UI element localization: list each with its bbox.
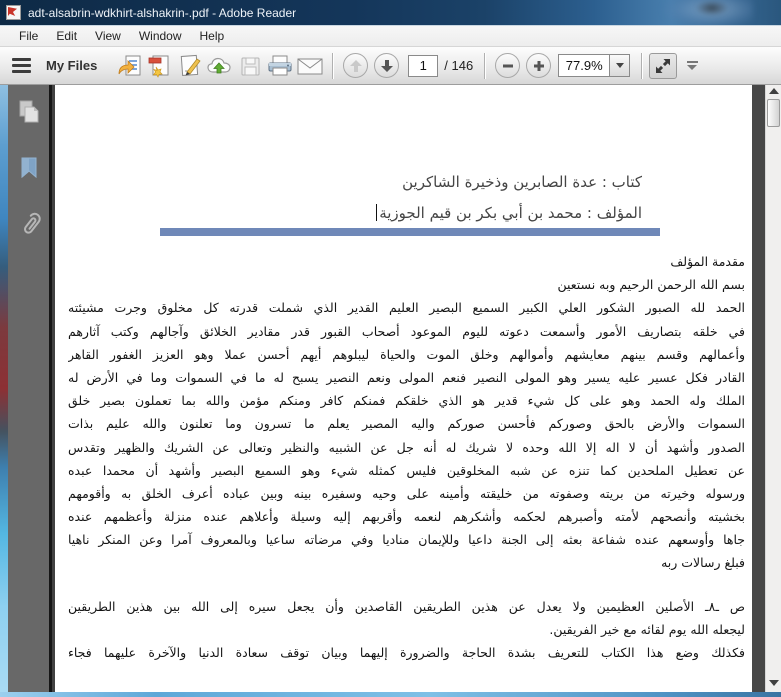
document-text-line: ليجعله الله يوم لقائه مع خير الفريقين. (549, 621, 745, 637)
document-text-line: القادر فكل عسير عليه يسير وهو المولى النصير فنعم المولى ونعم النصير يسبح له ما في السموات وما في الأرض له (68, 369, 745, 385)
page-number-input[interactable] (408, 55, 438, 77)
menu-item[interactable]: Help (199, 29, 225, 43)
cloud-upload-icon[interactable] (205, 51, 235, 81)
document-text-line: الملك وله الحمد وهو على كل شيء قدير هو الذي خلقكم فمنكم كافر ومنكم مؤمن والله بما تعملون بصير خلق (68, 393, 745, 409)
document-text-line: السموات والأرض بالحق وصوركم فأحسن صوركم واليه المصير يعلم ما تسرون وما تعلنون والله عليم بذات (68, 416, 745, 432)
zoom-out-icon[interactable] (495, 53, 520, 78)
vertical-scrollbar[interactable] (765, 85, 781, 692)
save-icon[interactable] (235, 51, 265, 81)
document-text-line: بسم الله الرحمن الرحيم وبه نستعين (557, 277, 745, 293)
scroll-down-icon[interactable] (769, 680, 779, 686)
fullscreen-icon[interactable] (649, 53, 677, 79)
menu-icon[interactable] (12, 53, 38, 79)
document-text-line: جاها وأوسعهم عنده شفاعة بعثه إلى الجنة داعيا وللإيمان مناديا وفي مرضاته ساعيا وبالمعروف آمرا وعن المنكر ناهيا (68, 532, 745, 548)
toolbar (0, 47, 781, 85)
document-text-line: ورسوله وخيرته من بريته وصفوته من خليقته وأمينه على وحيه وسفيره بينه وبين عباده أعرف الخلق به وأقومهم (68, 485, 745, 501)
heading-divider-bar (160, 228, 660, 236)
text-cursor (376, 204, 377, 221)
desktop-glass-reflection (695, 0, 729, 16)
page-content (55, 85, 752, 692)
share-file-icon[interactable] (115, 51, 145, 81)
document-text-line: بخشيته وأنصحهم لأمته وأصبرهم لحكمه وأشكرهم لنعمه وأقربهم إليه وسيلة وأعلاهم عنده منزلة وأعظمهم عنده (68, 509, 745, 525)
menu-item[interactable]: File (19, 29, 39, 43)
page-thumbnails-icon[interactable] (14, 97, 44, 127)
bookmarks-icon[interactable] (14, 153, 44, 183)
page-count-label: / 146 (444, 58, 474, 73)
menu-item[interactable]: Window (138, 29, 182, 43)
print-icon[interactable] (265, 51, 295, 81)
book-title-line: كتاب : عدة الصابرين وذخيرة الشاكرين (402, 173, 642, 191)
document-text-line: وأعمالهم وقسم بينهم معايشهم وأموالهم وخلق الموت والحياة ليبلوهم أيهم أحسن عملا وهو العزيز الغفور القاهر (68, 346, 745, 362)
menu-bar (0, 25, 781, 47)
pasteboard-gap (752, 85, 765, 692)
document-text-line: فكذلك وضع هذا الكتاب للتعريف بشدة الحاجة والضرورة إليهما وبيان توقف سعادة الدنيا والآخرة عليهما فجاء (68, 645, 745, 660)
window-title: adt-alsabrin-wdkhirt-alshakrin-.pdf - Adobe Reader (28, 5, 297, 20)
next-page-icon[interactable] (374, 53, 399, 78)
document-text-line: عن تعطيل الملحدين كما تنزه عن شبه المخلوقين فليس كمثله شيء وهو السميع البصير وأشهد أن محمدا عبده (68, 462, 745, 478)
create-pdf-icon[interactable] (145, 51, 175, 81)
title-bar[interactable] (0, 0, 781, 25)
document-text-line: الحمد لله الصبور الشكور العلي الكبير السميع البصير العليم القدير الذي شملت قدرته كل مخلوق وجرت مشيئته (68, 300, 745, 316)
pdf-app-icon (6, 5, 21, 20)
sign-icon[interactable] (175, 51, 205, 81)
zoom-in-icon[interactable] (526, 53, 551, 78)
toolbar-separator (484, 53, 485, 79)
document-text-line: ص ـ٨ـ الأصلين العظيمين ولا يعدل عن هذين الطريقين القاصدين وأن يجعل سيره إلى الله بين هذين الطريقين (68, 598, 745, 614)
document-body (68, 250, 745, 664)
zoom-level-input[interactable] (558, 54, 610, 77)
scroll-up-icon[interactable] (769, 88, 779, 94)
document-viewport (0, 85, 781, 692)
scrollbar-thumb[interactable] (767, 99, 780, 127)
zoom-level-control (558, 54, 630, 77)
previous-page-icon[interactable] (343, 53, 368, 78)
document-text-line: مقدمة المؤلف (670, 254, 745, 269)
window-glass-border-bottom (0, 692, 781, 697)
my-files-button[interactable]: My Files (46, 58, 98, 73)
document-text-line (68, 575, 745, 595)
email-icon[interactable] (295, 51, 325, 81)
navigation-pane (8, 85, 52, 692)
document-text-line: فبلغ رسالات ربه (661, 555, 745, 571)
attachments-icon[interactable] (14, 209, 44, 239)
menu-item[interactable]: Edit (56, 29, 78, 43)
document-text-line: في خلقه بتصاريف الأمور وأسمعت دعوته لليوم الموعود أصحاب القبور قدر مقادير الخلائق وآجالهم وكتب آثارهم (68, 323, 745, 339)
menu-item[interactable]: View (95, 29, 121, 43)
window-glass-border-left (0, 85, 8, 692)
document-heading (376, 167, 642, 229)
toolbar-separator (641, 53, 642, 79)
document-text-line: الصدور وأشهد أن لا اله إلا الله وحده لا شريك له أنه جل عن الشبيه والنظير وتعالى عن الشريك والظهير وتقدس (68, 439, 745, 455)
zoom-dropdown-icon[interactable] (610, 54, 630, 77)
author-line: المؤلف : محمد بن أبي بكر بن قيم الجوزية (376, 198, 642, 229)
pdf-page[interactable] (55, 85, 752, 692)
more-tools-icon[interactable] (681, 53, 703, 79)
toolbar-separator (332, 53, 333, 79)
